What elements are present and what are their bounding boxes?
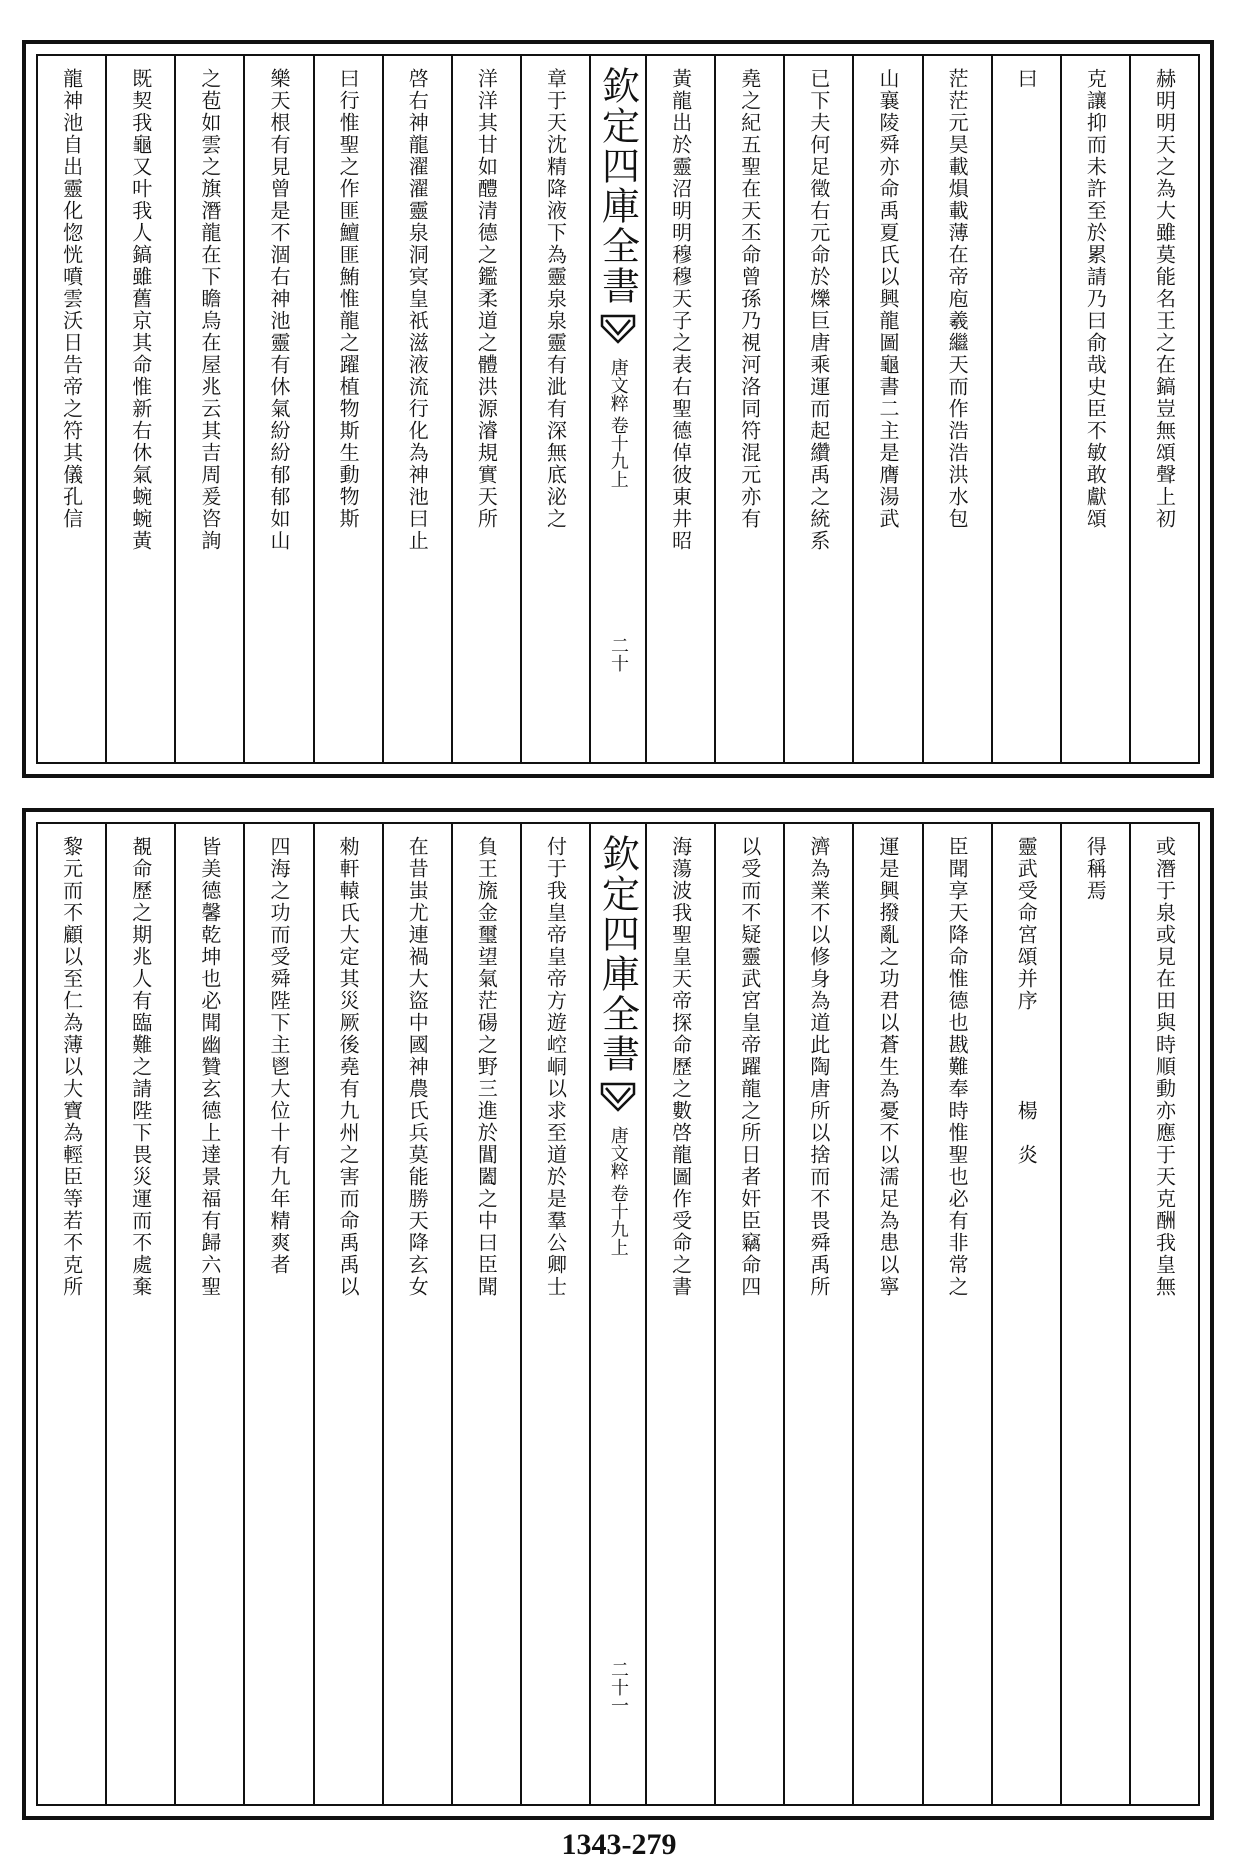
text-line: 付于我皇帝皇帝方遊崆峒以求至道於是羣公卿士 xyxy=(543,836,568,1298)
top-text-column xyxy=(922,56,991,762)
bottom-center-margin xyxy=(589,824,645,1804)
text-line: 皆美德馨乾坤也必聞幽贊玄德上達景福有歸六聖 xyxy=(197,836,222,1298)
top-text-column xyxy=(243,56,312,762)
bottom-text-column xyxy=(38,824,105,1804)
top-page xyxy=(22,40,1214,778)
top-text-column xyxy=(1129,56,1198,762)
bottom-text-column xyxy=(991,824,1060,1804)
bottom-text-column xyxy=(1129,824,1198,1804)
top-text-column xyxy=(991,56,1060,762)
bottom-text-column xyxy=(645,824,714,1804)
text-line: 得稱焉 xyxy=(1083,836,1108,902)
leaf-number: 二十 xyxy=(608,636,629,672)
top-text-column xyxy=(38,56,105,762)
top-text-column xyxy=(645,56,714,762)
top-text-column xyxy=(520,56,589,762)
text-line: 茫茫元昊載熉載薄在帝庖羲繼天而作浩浩洪水包 xyxy=(945,68,970,530)
bottom-text-column xyxy=(783,824,852,1804)
text-line: 曰 xyxy=(1014,68,1039,90)
bottom-text-column xyxy=(243,824,312,1804)
text-line: 勑軒轅氏大定其災厥後堯有九州之害而命禹禹以 xyxy=(336,836,361,1298)
text-line: 以受而不疑靈武宮皇帝躍龍之所日者奸臣竊命四 xyxy=(737,836,762,1298)
text-line: 或潛于泉或見在田與時順動亦應于天克酬我皇無 xyxy=(1152,836,1177,1298)
bottom-text-column xyxy=(105,824,174,1804)
collection-name: 唐文粹 xyxy=(607,358,629,412)
text-line: 洋洋其甘如醴清德之鑑柔道之體洪源濬規實天所 xyxy=(474,68,499,530)
top-page-columns xyxy=(38,56,1198,762)
top-text-column xyxy=(105,56,174,762)
bottom-text-column xyxy=(174,824,243,1804)
top-center-margin xyxy=(589,56,645,762)
top-text-column xyxy=(313,56,382,762)
bottom-text-column xyxy=(1060,824,1129,1804)
text-line: 曰行惟聖之作匪鱣匪鮪惟龍之躍植物斯生動物斯 xyxy=(336,68,361,530)
book-title: 欽定四庫全書 xyxy=(595,66,640,306)
book-title: 欽定四庫全書 xyxy=(595,834,640,1074)
text-line: 啓右神龍濯濯靈泉洞㝠皇祇滋液流行化為神池曰止 xyxy=(405,68,430,552)
text-line: 山襄陵舜亦命禹夏氏以興龍圖龜書二主是膺湯武 xyxy=(875,68,900,530)
leaf-number: 二十一 xyxy=(608,1660,629,1714)
bottom-text-column xyxy=(714,824,783,1804)
volume-label: 卷十九上 xyxy=(607,1184,629,1256)
text-line: 黎元而不顧以至仁為薄以大寶為輕臣等若不克所 xyxy=(59,836,84,1298)
text-line: 海蕩波我聖皇天帝探命歷之數啓龍圖作受命之書 xyxy=(668,836,693,1298)
text-line: 四海之功而受舜陛下主鬯大位十有九年精爽者 xyxy=(266,836,291,1276)
text-line: 運是興撥亂之功君以蒼生為憂不以濡足為患以寧 xyxy=(875,836,900,1298)
top-text-column xyxy=(714,56,783,762)
top-page-frame xyxy=(36,54,1200,764)
text-line: 赫明明天之為大雖莫能名王之在鎬豈無頌聲上初 xyxy=(1152,68,1177,530)
bottom-text-column xyxy=(520,824,589,1804)
text-line: 靈武受命宮頌并序 楊 炎 xyxy=(1014,836,1039,1166)
top-text-column xyxy=(382,56,451,762)
fishtail-mark-icon xyxy=(600,1080,636,1116)
bottom-text-column xyxy=(852,824,921,1804)
text-line: 既契我龜又叶我人鎬雖舊京其命惟新右休氣蜿蜿黃 xyxy=(128,68,153,552)
top-text-column xyxy=(174,56,243,762)
bottom-page-frame xyxy=(36,822,1200,1806)
text-line: 臣聞享天降命惟德也戡難奉時惟聖也必有非常之 xyxy=(945,836,970,1298)
text-line: 覩命歷之期兆人有臨難之請陛下畏災運而不處棄 xyxy=(128,836,153,1298)
bottom-page xyxy=(22,808,1214,1820)
text-line: 章于天沈精降液下為靈泉泉靈有泚有深無底泌之 xyxy=(543,68,568,530)
text-line: 負王旒金璽望氣茫碭之野三進於閶闔之中曰臣聞 xyxy=(474,836,499,1298)
text-line: 堯之紀五聖在天丕命曾孫乃視河洛同符混元亦有 xyxy=(737,68,762,530)
top-text-column xyxy=(852,56,921,762)
volume-label: 卷十九上 xyxy=(607,416,629,488)
bottom-text-column xyxy=(313,824,382,1804)
top-text-column xyxy=(1060,56,1129,762)
bottom-text-column xyxy=(922,824,991,1804)
text-line: 濟為業不以修身為道此陶唐所以捨而不畏舜禹所 xyxy=(806,836,831,1298)
text-line: 黃龍出於靈沼明明穆穆天子之表右聖德倬彼東井昭 xyxy=(668,68,693,552)
bottom-text-column xyxy=(382,824,451,1804)
top-text-column xyxy=(451,56,520,762)
bottom-text-column xyxy=(451,824,520,1804)
top-text-column xyxy=(783,56,852,762)
collection-name: 唐文粹 xyxy=(607,1126,629,1180)
text-line: 之苞如雲之旗潛龍在下瞻烏在屋兆云其吉周爰咨詢 xyxy=(197,68,222,552)
text-line: 在昔蚩尤連禍大盜中國神農氏兵莫能勝天降玄女 xyxy=(405,836,430,1298)
page-footer-number: 1343-279 xyxy=(561,1828,677,1861)
fishtail-mark-icon xyxy=(600,312,636,348)
text-line: 龍神池自出靈化惚恍噴雲沃日告帝之符其儀孔信 xyxy=(59,68,84,530)
text-line: 已下夫何足徵右元命於爍巨唐乘運而起纘禹之統系 xyxy=(806,68,831,552)
bottom-page-columns xyxy=(38,824,1198,1804)
text-line: 樂天根有見曾是不涸右神池靈有休氣紛紛郁郁如山 xyxy=(266,68,291,552)
text-line: 克讓抑而未許至於累請乃曰俞哉史臣不敏敢獻頌 xyxy=(1083,68,1108,530)
